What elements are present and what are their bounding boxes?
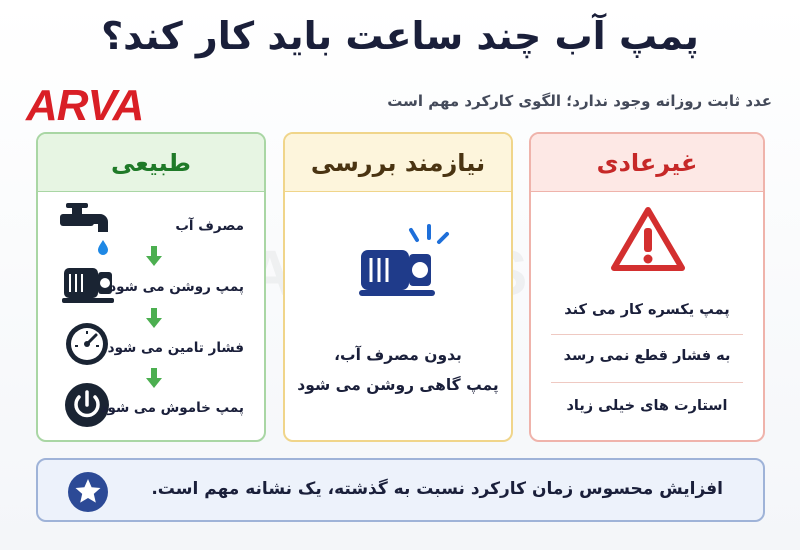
star-icon — [66, 470, 110, 514]
divider — [551, 382, 743, 383]
divider — [551, 334, 743, 335]
needs-check-line-1: بدون مصرف آب، — [334, 346, 462, 364]
bottom-banner — [36, 458, 765, 522]
arrow-down-icon — [146, 308, 162, 328]
arva-logo — [22, 82, 198, 126]
card-normal-title: طبیعی — [38, 134, 264, 192]
arrow-down-icon — [146, 368, 162, 388]
faucet-icon — [58, 202, 116, 256]
pump-icon — [58, 262, 116, 306]
needs-check-line-2: پمپ گاهی روشن می شود — [297, 376, 499, 394]
card-needs-check-title: نیازمند بررسی — [285, 134, 511, 192]
arrow-down-icon — [146, 246, 162, 266]
needs-check-description — [285, 340, 511, 400]
card-needs-check — [283, 132, 513, 442]
card-abnormal — [529, 132, 765, 442]
banner-text: افزایش محسوس زمان کارکرد نسبت به گذشته، یک نشانه مهم است. — [151, 479, 723, 499]
warning-icon — [608, 204, 688, 274]
step-pressure-reached: فشار تامین می شود — [107, 340, 244, 356]
card-abnormal-title: غیرعادی — [531, 134, 763, 192]
abnormal-item-2: به فشار قطع نمی رسد — [563, 348, 731, 364]
logo-text: ARVA — [26, 82, 144, 126]
step-pump-on: پمپ روشن می شود — [109, 279, 244, 295]
subtitle: عدد ثابت روزانه وجود ندارد؛ الگوی کارکرد مهم است — [387, 92, 772, 110]
card-normal — [36, 132, 266, 442]
page-title: پمپ آب چند ساعت باید کار کند؟ — [101, 14, 699, 58]
abnormal-item-1: پمپ یکسره کار می کند — [564, 302, 730, 318]
step-pump-off: پمپ خاموش می شود — [100, 400, 244, 416]
abnormal-item-3: استارت های خیلی زیاد — [566, 398, 728, 414]
step-water-usage: مصرف آب — [175, 218, 244, 234]
pump-running-icon — [357, 222, 457, 302]
